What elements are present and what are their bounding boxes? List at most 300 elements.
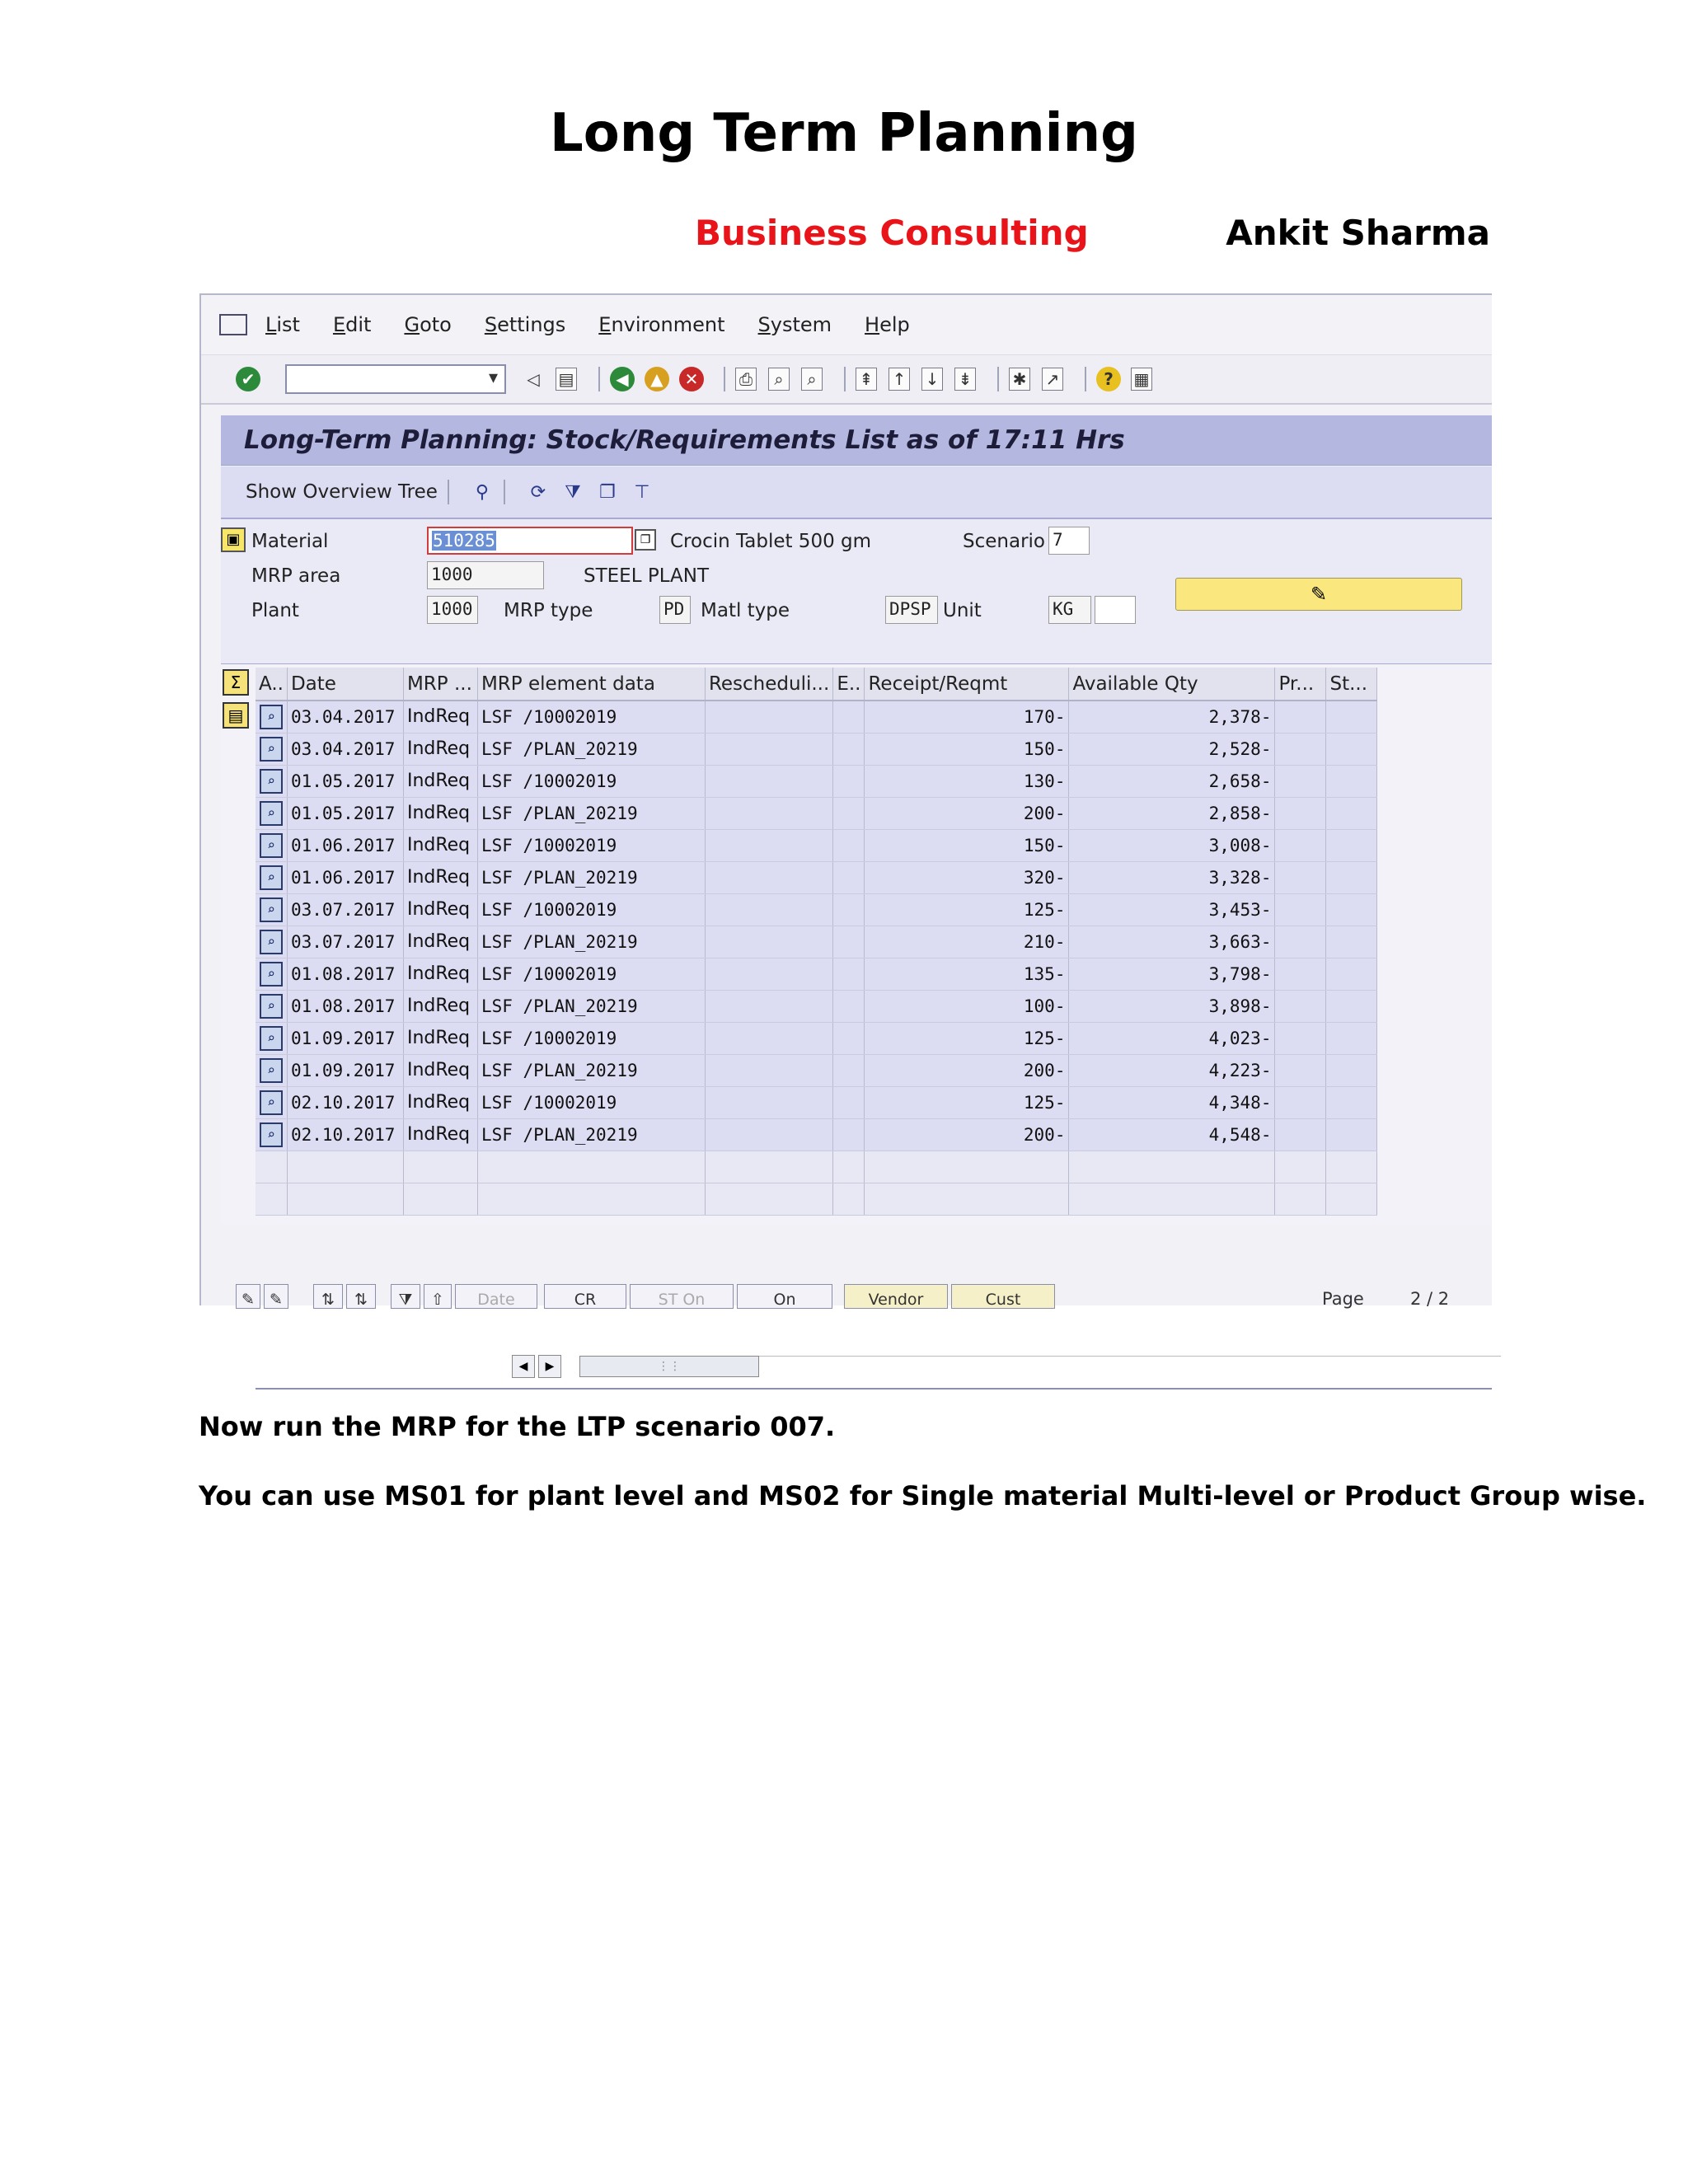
cell-date: 03.04.2017	[287, 701, 403, 733]
unit-input[interactable]: KG	[1048, 596, 1091, 624]
sap-screenshot	[199, 293, 1492, 1373]
table-row[interactable]	[256, 701, 1377, 733]
material-description: Crocin Tablet 500 gm	[670, 531, 872, 552]
cell-pr	[1275, 765, 1326, 797]
layout-menu-icon[interactable]: ▦	[1131, 368, 1152, 391]
cell-pr	[1275, 701, 1326, 733]
print-icon[interactable]: ⎙	[735, 368, 757, 391]
enter-check-icon[interactable]: ✔	[236, 367, 260, 391]
cell-e	[833, 829, 865, 861]
vendor-button-label: Vendor	[868, 1291, 924, 1309]
scroll-left-icon[interactable]: ◀	[512, 1355, 535, 1378]
cell-mrp: IndReq	[403, 1118, 477, 1151]
menu-bar	[201, 295, 1492, 355]
cell-date: 01.08.2017	[287, 958, 403, 990]
header-details	[221, 519, 1492, 665]
cell-rescheduling	[705, 893, 832, 926]
cell-rescheduling	[705, 1054, 832, 1086]
cell-date: 01.06.2017	[287, 861, 403, 893]
col-header-rescheduling[interactable]: Rescheduli...	[705, 668, 832, 701]
material-value: 510285	[433, 531, 495, 551]
cell-receipt-reqmt: 125-	[865, 893, 1069, 926]
command-field[interactable]	[285, 364, 506, 394]
cell-pr	[1275, 829, 1326, 861]
col-header-e[interactable]: E..	[833, 668, 865, 701]
col-header-st[interactable]: St...	[1326, 668, 1377, 701]
date-button[interactable]	[455, 1284, 537, 1309]
row-detail-cell	[256, 797, 287, 829]
mrp-type-label: MRP type	[504, 600, 593, 621]
matl-type-input[interactable]: DPSP	[885, 596, 938, 624]
cell-st	[1326, 829, 1377, 861]
cell-date: 01.06.2017	[287, 829, 403, 861]
instruction-paragraph-2: You can use MS01 for plant level and MS02 for Single material Multi-level or Product Group wise.	[199, 1480, 1647, 1511]
table-row[interactable]	[256, 926, 1377, 958]
cell-receipt-reqmt: 125-	[865, 1086, 1069, 1118]
cell-mrp: IndReq	[403, 958, 477, 990]
element-details-icon[interactable]: ⌕	[260, 801, 283, 826]
empty-cell	[1326, 1183, 1377, 1215]
table-row[interactable]	[256, 1022, 1377, 1054]
page-number: 2 / 2	[1410, 1289, 1450, 1309]
table-body	[256, 701, 1377, 1215]
table-row[interactable]	[256, 958, 1377, 990]
refresh-icon[interactable]: ⟳	[530, 481, 546, 503]
row-detail-cell	[256, 1022, 287, 1054]
cell-mrp: IndReq	[403, 701, 477, 733]
col-header-mrp[interactable]: MRP ...	[403, 668, 477, 701]
find-icon[interactable]: ⌕	[768, 368, 790, 391]
company-name: Business Consulting	[695, 213, 1089, 253]
col-header-receipt-reqmt[interactable]: Receipt/Reqmt	[865, 668, 1069, 701]
cell-e	[833, 1118, 865, 1151]
cell-available-qty: 3,898-	[1069, 990, 1275, 1022]
back-arrow-icon[interactable]: ◁	[527, 369, 540, 389]
menu-environment[interactable]: Environment	[598, 313, 725, 336]
empty-cell	[1275, 1183, 1326, 1215]
cell-receipt-reqmt: 200-	[865, 797, 1069, 829]
cell-mrp: IndReq	[403, 1022, 477, 1054]
menu-settings[interactable]: Settings	[484, 313, 566, 336]
sort-down-icon[interactable]: ⇅	[346, 1284, 376, 1309]
cell-available-qty: 4,548-	[1069, 1118, 1275, 1151]
cell-mrp: IndReq	[403, 733, 477, 765]
details-icon[interactable]: ❐	[599, 481, 616, 503]
element-details-icon[interactable]: ⌕	[260, 1058, 283, 1083]
cell-available-qty: 2,378-	[1069, 701, 1275, 733]
cell-mrp-element: LSF /10002019	[477, 701, 705, 733]
cell-mrp: IndReq	[403, 765, 477, 797]
cell-st	[1326, 1118, 1377, 1151]
cell-mrp-element: LSF /PLAN_20219	[477, 861, 705, 893]
empty-table-row	[256, 1183, 1377, 1215]
empty-cell	[1275, 1151, 1326, 1183]
element-details-icon[interactable]: ⌕	[260, 1122, 283, 1147]
row-detail-cell	[256, 926, 287, 958]
unit-extra-input[interactable]	[1095, 596, 1136, 624]
menu-icon[interactable]	[219, 314, 247, 335]
menu-goto[interactable]: Goto	[404, 313, 452, 336]
cell-rescheduling	[705, 861, 832, 893]
cell-pr	[1275, 1054, 1326, 1086]
show-overview-tree-button[interactable]: Show Overview Tree	[246, 481, 438, 503]
date-button-label: Date	[477, 1291, 515, 1309]
toolbar-separator	[724, 367, 725, 391]
element-details-icon[interactable]: ⌕	[260, 865, 283, 890]
cell-st	[1326, 765, 1377, 797]
cell-mrp-element: LSF /PLAN_20219	[477, 1118, 705, 1151]
horizontal-scrollbar[interactable]	[512, 1355, 1501, 1380]
cell-e	[833, 733, 865, 765]
col-header-mrp-element-data[interactable]: MRP element data	[477, 668, 705, 701]
mrp-type-input[interactable]: PD	[659, 596, 691, 624]
menu-help[interactable]: Help	[865, 313, 910, 336]
cell-date: 01.05.2017	[287, 765, 403, 797]
page-label: Page	[1322, 1289, 1364, 1309]
cell-receipt-reqmt: 320-	[865, 861, 1069, 893]
row-detail-cell	[256, 1118, 287, 1151]
menu-list[interactable]: List	[265, 313, 300, 336]
exit-icon[interactable]: ▲	[645, 367, 669, 391]
toolbar-separator	[1085, 367, 1086, 391]
cell-rescheduling	[705, 990, 832, 1022]
cell-mrp-element: LSF /10002019	[477, 1022, 705, 1054]
empty-cell	[477, 1183, 705, 1215]
document-title: Long Term Planning	[550, 103, 1138, 164]
cell-pr	[1275, 1118, 1326, 1151]
empty-cell	[865, 1151, 1069, 1183]
cell-mrp: IndReq	[403, 926, 477, 958]
cell-st	[1326, 958, 1377, 990]
table-row[interactable]	[256, 1054, 1377, 1086]
cell-st	[1326, 926, 1377, 958]
table-row[interactable]	[256, 990, 1377, 1022]
cell-date: 01.09.2017	[287, 1054, 403, 1086]
cell-e	[833, 1086, 865, 1118]
toolbar-separator	[504, 480, 505, 504]
edit-pencil-button[interactable]: ✎	[1175, 578, 1462, 611]
mrp-area-description: STEEL PLANT	[584, 565, 710, 587]
cell-date: 03.04.2017	[287, 733, 403, 765]
table-row[interactable]	[256, 829, 1377, 861]
cell-e	[833, 1054, 865, 1086]
row-detail-cell	[256, 701, 287, 733]
sort-up-icon[interactable]: ⇅	[313, 1284, 343, 1309]
cell-date: 01.08.2017	[287, 990, 403, 1022]
cell-rescheduling	[705, 1086, 832, 1118]
cell-e	[833, 765, 865, 797]
empty-cell	[833, 1183, 865, 1215]
mrp-area-label: MRP area	[251, 565, 341, 587]
cust-button[interactable]	[951, 1284, 1055, 1309]
help-icon[interactable]: ?	[1096, 367, 1121, 391]
empty-cell	[705, 1151, 832, 1183]
previous-page-icon[interactable]: ↑	[889, 368, 910, 391]
cell-receipt-reqmt: 200-	[865, 1118, 1069, 1151]
save-icon[interactable]: ▤	[556, 368, 577, 391]
cell-available-qty: 3,453-	[1069, 893, 1275, 926]
stock-requirements-table	[256, 668, 1377, 1216]
cell-date: 02.10.2017	[287, 1086, 403, 1118]
on-button-label: On	[773, 1291, 796, 1309]
filter-icon[interactable]: ⧩	[565, 481, 581, 503]
empty-cell	[705, 1183, 832, 1215]
cell-mrp-element: LSF /10002019	[477, 829, 705, 861]
application-toolbar	[221, 466, 1492, 519]
cell-mrp: IndReq	[403, 797, 477, 829]
cell-e	[833, 926, 865, 958]
st-on-button[interactable]	[630, 1284, 734, 1309]
cell-receipt-reqmt: 210-	[865, 926, 1069, 958]
toolbar-separator	[598, 367, 600, 391]
cell-mrp: IndReq	[403, 1086, 477, 1118]
element-details-icon[interactable]: ⌕	[260, 994, 283, 1019]
cell-pr	[1275, 893, 1326, 926]
empty-cell	[1069, 1151, 1275, 1183]
on-button[interactable]	[737, 1284, 832, 1309]
vendor-button[interactable]	[844, 1284, 948, 1309]
table-row[interactable]	[256, 765, 1377, 797]
empty-cell	[256, 1151, 287, 1183]
cell-receipt-reqmt: 200-	[865, 1054, 1069, 1086]
cell-pr	[1275, 1086, 1326, 1118]
col-header-date[interactable]: Date	[287, 668, 403, 701]
row-detail-cell	[256, 1086, 287, 1118]
shortcut-icon[interactable]: ↗	[1042, 368, 1063, 391]
unit-label: Unit	[943, 600, 982, 621]
scroll-thumb[interactable]: ⋮⋮	[579, 1356, 759, 1377]
element-details-icon[interactable]: ⌕	[260, 769, 283, 794]
empty-cell	[833, 1151, 865, 1183]
grid-divider	[256, 1388, 1492, 1390]
cell-rescheduling	[705, 701, 832, 733]
cell-receipt-reqmt: 130-	[865, 765, 1069, 797]
empty-table-row	[256, 1151, 1377, 1183]
scenario-input[interactable]: 7	[1048, 527, 1090, 555]
cell-date: 02.10.2017	[287, 1118, 403, 1151]
row-detail-cell	[256, 958, 287, 990]
cell-pr	[1275, 861, 1326, 893]
sum-icon[interactable]: Σ	[223, 669, 249, 696]
last-page-icon[interactable]: ⇟	[954, 368, 976, 391]
empty-cell	[1326, 1151, 1377, 1183]
cell-st	[1326, 1054, 1377, 1086]
cr-button-label: CR	[574, 1291, 597, 1309]
cell-available-qty: 4,023-	[1069, 1022, 1275, 1054]
empty-cell	[477, 1151, 705, 1183]
element-details-icon[interactable]: ⌕	[260, 1090, 283, 1115]
plant-label: Plant	[251, 600, 299, 621]
next-page-icon[interactable]: ↓	[921, 368, 943, 391]
new-session-icon[interactable]: ✱	[1009, 368, 1030, 391]
toolbar-separator	[997, 367, 999, 391]
element-details-icon[interactable]: ⌕	[260, 833, 283, 858]
table-row[interactable]	[256, 1118, 1377, 1151]
table-row[interactable]	[256, 893, 1377, 926]
empty-cell	[403, 1183, 477, 1215]
plant-input[interactable]: 1000	[427, 596, 478, 624]
cell-st	[1326, 861, 1377, 893]
menu-system[interactable]: System	[757, 313, 832, 336]
cell-e	[833, 990, 865, 1022]
row-detail-cell	[256, 893, 287, 926]
material-input[interactable]	[427, 527, 633, 555]
back-icon[interactable]: ◀	[610, 367, 635, 391]
cell-pr	[1275, 797, 1326, 829]
empty-cell	[287, 1151, 403, 1183]
cell-rescheduling	[705, 797, 832, 829]
cell-available-qty: 3,328-	[1069, 861, 1275, 893]
footer-toolbar	[236, 1284, 1492, 1309]
element-details-icon[interactable]: ⌕	[260, 1026, 283, 1051]
cell-pr	[1275, 958, 1326, 990]
element-details-icon[interactable]: ⌕	[260, 930, 283, 954]
cell-st	[1326, 893, 1377, 926]
row-detail-cell	[256, 990, 287, 1022]
cell-mrp-element: LSF /PLAN_20219	[477, 733, 705, 765]
cr-button[interactable]	[544, 1284, 626, 1309]
cell-receipt-reqmt: 125-	[865, 1022, 1069, 1054]
empty-cell	[287, 1183, 403, 1215]
pencil-icon[interactable]: ✎	[264, 1284, 288, 1309]
standard-toolbar	[201, 355, 1492, 405]
cell-available-qty: 3,008-	[1069, 829, 1275, 861]
cell-st	[1326, 990, 1377, 1022]
screen-title: Long-Term Planning: Stock/Requirements List as of 17:11 Hrs	[221, 415, 1492, 466]
cell-st	[1326, 1022, 1377, 1054]
cell-available-qty: 2,528-	[1069, 733, 1275, 765]
mrp-area-input[interactable]: 1000	[427, 561, 544, 589]
cell-receipt-reqmt: 150-	[865, 733, 1069, 765]
cell-available-qty: 3,663-	[1069, 926, 1275, 958]
toolbar-separator	[448, 480, 449, 504]
filter-footer-icon[interactable]: ⧩	[391, 1284, 420, 1309]
cell-e	[833, 797, 865, 829]
element-details-icon[interactable]: ⌕	[260, 705, 283, 729]
cell-mrp-element: LSF /PLAN_20219	[477, 926, 705, 958]
cell-st	[1326, 733, 1377, 765]
row-detail-cell	[256, 1054, 287, 1086]
cell-mrp-element: LSF /10002019	[477, 765, 705, 797]
cell-e	[833, 1022, 865, 1054]
cell-receipt-reqmt: 135-	[865, 958, 1069, 990]
cell-pr	[1275, 990, 1326, 1022]
cell-receipt-reqmt: 170-	[865, 701, 1069, 733]
header-icon[interactable]: ⊤	[634, 481, 650, 503]
find-next-icon[interactable]: ⌕	[801, 368, 823, 391]
table-row[interactable]	[256, 733, 1377, 765]
cell-e	[833, 861, 865, 893]
cell-mrp: IndReq	[403, 990, 477, 1022]
cell-rescheduling	[705, 733, 832, 765]
cell-e	[833, 958, 865, 990]
row-detail-cell	[256, 733, 287, 765]
empty-cell	[1069, 1183, 1275, 1215]
cell-mrp-element: LSF /PLAN_20219	[477, 1054, 705, 1086]
scenario-label: Scenario	[963, 531, 1045, 552]
cell-date: 01.05.2017	[287, 797, 403, 829]
cell-date: 01.09.2017	[287, 1022, 403, 1054]
row-detail-cell	[256, 829, 287, 861]
cell-date: 03.07.2017	[287, 893, 403, 926]
row-detail-cell	[256, 861, 287, 893]
author-name: Ankit Sharma	[1226, 213, 1490, 253]
menu-edit[interactable]: Edit	[332, 313, 372, 336]
cell-st	[1326, 797, 1377, 829]
cell-st	[1326, 701, 1377, 733]
cust-button-label: Cust	[985, 1291, 1021, 1309]
cell-mrp-element: LSF /PLAN_20219	[477, 797, 705, 829]
cell-rescheduling	[705, 765, 832, 797]
cell-mrp: IndReq	[403, 829, 477, 861]
cell-pr	[1275, 926, 1326, 958]
cell-date: 03.07.2017	[287, 926, 403, 958]
cell-mrp-element: LSF /PLAN_20219	[477, 990, 705, 1022]
cell-available-qty: 4,348-	[1069, 1086, 1275, 1118]
cell-e	[833, 893, 865, 926]
cell-receipt-reqmt: 150-	[865, 829, 1069, 861]
copy-icon[interactable]: ❐	[635, 529, 656, 551]
cell-mrp-element: LSF /10002019	[477, 958, 705, 990]
table-header-row	[256, 668, 1377, 701]
cell-pr	[1275, 1022, 1326, 1054]
material-detail-icon[interactable]: ▣	[221, 527, 246, 552]
col-header-pr[interactable]: Pr...	[1275, 668, 1326, 701]
instruction-paragraph-1: Now run the MRP for the LTP scenario 007.	[199, 1411, 836, 1442]
cell-st	[1326, 1086, 1377, 1118]
empty-cell	[256, 1183, 287, 1215]
cell-mrp-element: LSF /10002019	[477, 1086, 705, 1118]
cell-receipt-reqmt: 100-	[865, 990, 1069, 1022]
col-header-available-qty[interactable]: Available Qty	[1069, 668, 1275, 701]
user-icon[interactable]: ⚲	[475, 481, 489, 503]
cell-pr	[1275, 733, 1326, 765]
element-details-icon[interactable]: ⌕	[260, 962, 283, 987]
cell-mrp: IndReq	[403, 861, 477, 893]
material-label: Material	[251, 531, 329, 552]
cell-rescheduling	[705, 829, 832, 861]
scroll-right-icon[interactable]: ▶	[538, 1355, 561, 1378]
cell-mrp: IndReq	[403, 1054, 477, 1086]
cell-mrp-element: LSF /10002019	[477, 893, 705, 926]
select-layout-icon[interactable]: ▤	[223, 702, 249, 729]
cell-available-qty: 2,658-	[1069, 765, 1275, 797]
table-row[interactable]	[256, 861, 1377, 893]
cell-e	[833, 701, 865, 733]
cell-rescheduling	[705, 958, 832, 990]
toolbar-separator	[844, 367, 846, 391]
st-on-button-label: ST On	[658, 1291, 706, 1309]
matl-type-label: Matl type	[701, 600, 790, 621]
edit-icon[interactable]: ✎	[236, 1284, 260, 1309]
cell-available-qty: 4,223-	[1069, 1054, 1275, 1086]
cell-rescheduling	[705, 1118, 832, 1151]
row-detail-cell	[256, 765, 287, 797]
cell-rescheduling	[705, 926, 832, 958]
cancel-icon[interactable]: ✕	[679, 367, 704, 391]
col-header-a[interactable]: A..	[256, 668, 287, 701]
table-row[interactable]	[256, 1086, 1377, 1118]
element-details-icon[interactable]: ⌕	[260, 898, 283, 922]
table-row[interactable]	[256, 797, 1377, 829]
cell-available-qty: 2,858-	[1069, 797, 1275, 829]
empty-cell	[865, 1183, 1069, 1215]
cell-rescheduling	[705, 1022, 832, 1054]
up-icon[interactable]: ⇧	[424, 1284, 452, 1309]
element-details-icon[interactable]: ⌕	[260, 737, 283, 762]
first-page-icon[interactable]: ⇞	[856, 368, 877, 391]
cell-mrp: IndReq	[403, 893, 477, 926]
